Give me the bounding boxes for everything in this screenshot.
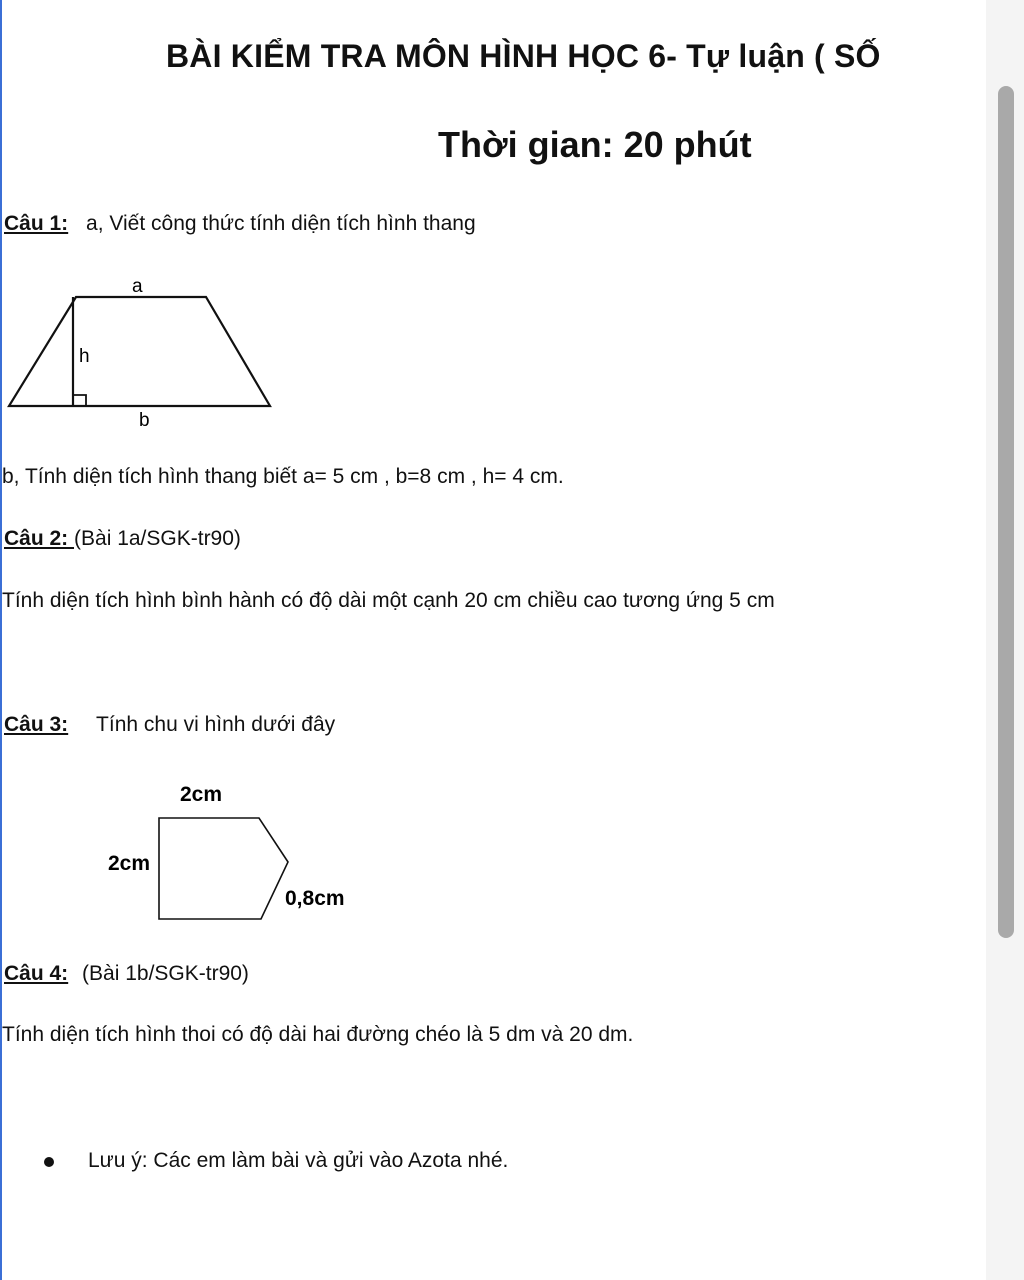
pentagon-shape [159, 818, 288, 919]
question-2-line [4, 527, 241, 551]
question-2-source: (Bài 1a/SGK-tr90) [74, 527, 241, 550]
trapezoid-label-h: h [79, 346, 90, 367]
right-angle-mark [73, 395, 86, 406]
time-limit: Thời gian: 20 phút [438, 124, 752, 165]
document-title: BÀI KIỂM TRA MÔN HÌNH HỌC 6- Tự luận ( SỐ [166, 38, 881, 74]
pentagon-label-top: 2cm [180, 783, 223, 806]
trapezoid-shape [9, 297, 270, 406]
question-1-part-a: a, Viết công thức tính diện tích hình thang [86, 212, 476, 235]
question-1-part-b: b, Tính diện tích hình thang biết a= 5 cm , b=8 cm , h= 4 cm. [2, 465, 564, 488]
trapezoid-label-a: a [132, 276, 143, 297]
question-1-label: Câu 1: [4, 212, 69, 235]
question-4-source: (Bài 1b/SGK-tr90) [82, 962, 249, 985]
question-3-label: Câu 3: [4, 713, 69, 736]
note-text: Lưu ý: Các em làm bài và gửi vào Azota nhé. [88, 1149, 509, 1172]
question-2-label: Câu 2: [4, 527, 75, 550]
trapezoid-figure [9, 276, 270, 431]
pentagon-label-slant: 0,8cm [285, 887, 345, 910]
question-3-line [4, 713, 335, 737]
pentagon-label-left: 2cm [108, 852, 151, 875]
trapezoid-label-b: b [139, 410, 150, 431]
question-4-line [4, 962, 249, 986]
question-4-text: Tính diện tích hình thoi có độ dài hai đường chéo là 5 dm và 20 dm. [2, 1023, 634, 1046]
question-4-label: Câu 4: [4, 962, 69, 985]
pentagon-figure [108, 783, 345, 919]
question-3-text: Tính chu vi hình dưới đây [96, 713, 336, 736]
bullet-icon [44, 1157, 54, 1167]
question-2-text: Tính diện tích hình bình hành có độ dài một cạnh 20 cm chiều cao tương ứng 5 cm [2, 589, 775, 612]
